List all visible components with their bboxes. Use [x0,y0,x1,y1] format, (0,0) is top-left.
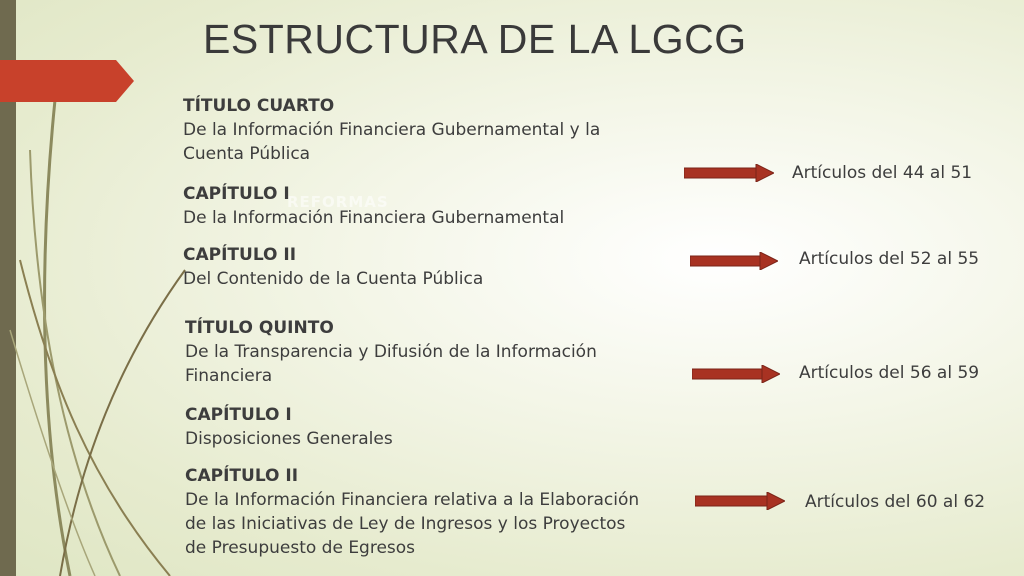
block-heading: CAPÍTULO II [185,466,299,486]
block-heading: CAPÍTULO I [185,405,292,425]
articles-label: Artículos del 44 al 51 [792,163,973,183]
block-titulo-quinto [185,316,655,388]
block-titulo-cuarto [183,94,663,166]
block-capitulo-i [183,182,663,230]
articles-label: Artículos del 60 al 62 [805,492,986,512]
articles-label: Artículos del 52 al 55 [799,249,980,269]
block-text: Disposiciones Generales [185,429,393,449]
block-heading: CAPÍTULO I [183,184,290,204]
block-text: De la Información Financiera Gubernamental [183,208,565,228]
block-capitulo-i-2 [185,403,655,451]
block-text: Del Contenido de la Cuenta Pública [183,269,484,289]
watermark-text: REFORMAS [287,193,389,211]
block-text: De la Información Financiera relativa a la Elaboración de las Iniciativas de Ley de Ingresos y los Proyectos de Presupuesto de Egresos [185,490,640,558]
articles-label: Artículos del 56 al 59 [799,363,980,383]
block-heading: CAPÍTULO II [183,245,297,265]
arrow-right-icon [684,164,774,182]
block-heading: TÍTULO QUINTO [185,318,334,338]
page-title: ESTRUCTURA DE LA LGCG [203,16,747,62]
arrow-right-icon [692,365,780,383]
arrow-right-icon [695,492,785,510]
block-text: De la Información Financiera Gubernamental y la Cuenta Pública [183,120,601,164]
block-text: De la Transparencia y Difusión de la Información Financiera [185,342,597,386]
accent-tab [0,60,134,102]
block-capitulo-ii-2 [185,464,645,560]
arrow-right-icon [690,252,778,270]
block-heading: TÍTULO CUARTO [183,96,335,116]
block-capitulo-ii [183,243,663,291]
